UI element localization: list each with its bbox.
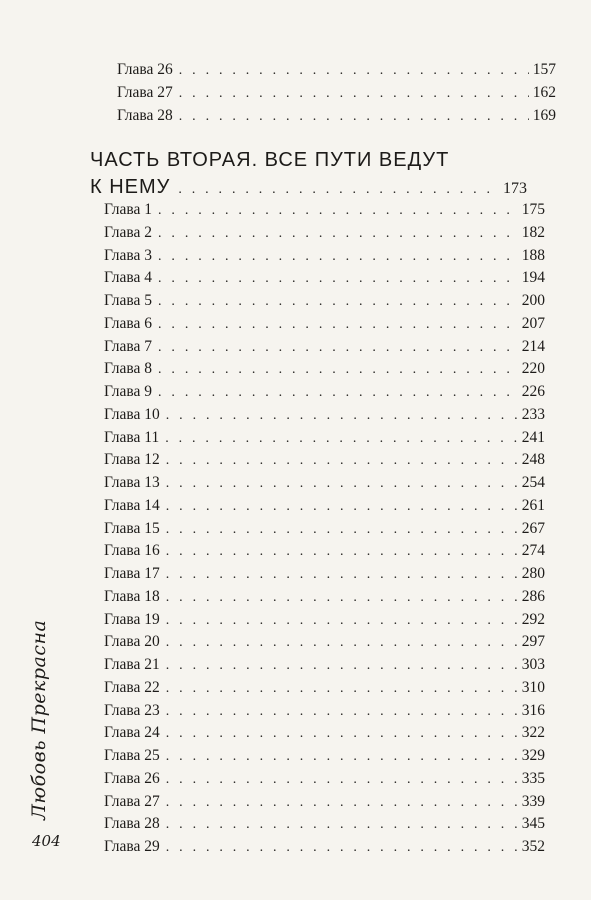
toc-entry xyxy=(104,792,545,814)
chapter-page-number: 207 xyxy=(521,314,545,332)
toc-entry xyxy=(104,337,545,359)
toc-entry xyxy=(104,541,545,563)
dot-leader xyxy=(158,315,518,335)
dot-leader xyxy=(158,383,518,403)
dot-leader xyxy=(166,633,518,653)
dot-leader xyxy=(158,224,518,244)
chapter-page-number: 345 xyxy=(521,815,545,833)
chapter-page-number: 286 xyxy=(521,587,545,605)
chapter-label: Глава 4 xyxy=(104,269,153,287)
chapter-label: Глава 27 xyxy=(104,792,160,810)
dot-leader xyxy=(158,201,518,221)
chapter-label: Глава 15 xyxy=(104,519,160,537)
chapter-page-number: 310 xyxy=(521,678,545,696)
chapter-label: Глава 28 xyxy=(104,815,160,833)
chapter-page-number: 241 xyxy=(521,428,545,446)
dot-leader xyxy=(166,747,518,767)
part-two-title: ЧАСТЬ ВТОРАЯ. ВСЕ ПУТИ ВЕДУТ xyxy=(90,149,450,171)
toc-entry xyxy=(104,382,545,404)
chapter-label: Глава 28 xyxy=(117,106,173,124)
chapter-label: Глава 29 xyxy=(104,838,160,855)
chapter-page-number: 214 xyxy=(521,337,545,355)
toc-entry xyxy=(117,60,556,82)
chapter-page-number: 274 xyxy=(521,542,545,560)
chapter-label: Глава 20 xyxy=(104,633,160,651)
dot-leader xyxy=(158,360,518,380)
toc-entry xyxy=(104,837,545,859)
chapter-page-number: 188 xyxy=(521,246,545,264)
chapter-page-number: 157 xyxy=(532,61,556,78)
toc-entry xyxy=(104,701,545,723)
chapter-page-number: 233 xyxy=(521,405,545,423)
dot-leader xyxy=(166,656,518,676)
dot-leader xyxy=(158,338,518,358)
toc-entry xyxy=(104,246,545,268)
chapter-label: Глава 13 xyxy=(104,474,160,491)
chapter-label: Глава 23 xyxy=(104,701,160,719)
chapter-page-number: 280 xyxy=(521,565,545,582)
chapter-label: Глава 16 xyxy=(104,542,160,560)
toc-entry xyxy=(104,359,545,381)
toc-entry xyxy=(104,746,545,768)
chapter-label: Глава 14 xyxy=(104,496,160,514)
running-title: Любовь Прекрасна xyxy=(28,619,50,820)
dot-leader xyxy=(179,61,529,81)
chapter-page-number: 267 xyxy=(521,519,545,537)
chapter-label: Глава 22 xyxy=(104,678,160,696)
chapter-page-number: 248 xyxy=(521,451,545,469)
chapter-page-number: 339 xyxy=(521,792,545,810)
chapter-label: Глава 10 xyxy=(104,405,160,423)
chapter-label: Глава 2 xyxy=(104,223,153,241)
dot-leader xyxy=(166,588,518,608)
chapter-page-number: 169 xyxy=(532,106,556,124)
dot-leader xyxy=(165,429,518,449)
dot-leader xyxy=(166,679,518,699)
chapter-label: Глава 19 xyxy=(104,610,160,628)
toc-entry xyxy=(117,83,556,105)
toc-entry xyxy=(104,564,545,586)
dot-leader xyxy=(158,269,518,289)
dot-leader xyxy=(158,292,518,312)
toc-entry xyxy=(104,678,545,700)
chapter-page-number: 254 xyxy=(521,474,545,491)
chapter-page-number: 329 xyxy=(521,747,545,764)
chapter-label: Глава 5 xyxy=(104,292,153,309)
chapter-label: Глава 8 xyxy=(104,360,153,378)
chapter-page-number: 220 xyxy=(521,360,545,378)
dot-leader xyxy=(166,451,518,471)
toc-entry xyxy=(104,223,545,245)
dot-leader xyxy=(178,182,499,198)
chapter-label: Глава 9 xyxy=(104,383,153,400)
dot-leader xyxy=(166,474,518,494)
dot-leader xyxy=(166,724,518,744)
chapter-page-number: 335 xyxy=(521,769,545,787)
chapter-page-number: 182 xyxy=(521,223,545,241)
dot-leader xyxy=(166,542,518,562)
dot-leader xyxy=(158,247,518,267)
dot-leader xyxy=(166,565,518,585)
chapter-label: Глава 1 xyxy=(104,201,153,218)
toc-entry xyxy=(104,769,545,791)
dot-leader xyxy=(166,815,518,835)
chapter-label: Глава 21 xyxy=(104,656,160,673)
toc-entry xyxy=(104,496,545,518)
chapter-label: Глава 12 xyxy=(104,451,160,469)
chapter-label: Глава 18 xyxy=(104,587,160,605)
toc-entry xyxy=(104,723,545,745)
dot-leader xyxy=(166,793,518,813)
chapter-page-number: 292 xyxy=(521,610,545,628)
chapter-label: Глава 25 xyxy=(104,747,160,764)
chapter-label: Глава 7 xyxy=(104,337,153,355)
toc-entry xyxy=(104,473,545,495)
chapter-label: Глава 24 xyxy=(104,724,160,742)
toc-entry xyxy=(104,291,545,313)
toc-entry xyxy=(104,450,545,472)
toc-entry xyxy=(104,610,545,632)
dot-leader xyxy=(166,611,518,631)
chapter-label: Глава 3 xyxy=(104,246,153,264)
toc-entry xyxy=(104,587,545,609)
chapter-page-number: 200 xyxy=(521,292,545,309)
part-two-title-row xyxy=(90,176,527,199)
toc-entry xyxy=(104,405,545,427)
toc-entry xyxy=(104,200,545,222)
toc-entry xyxy=(117,106,556,128)
chapter-page-number: 316 xyxy=(521,701,545,719)
chapter-page-number: 261 xyxy=(521,496,545,514)
chapter-label: Глава 6 xyxy=(104,314,153,332)
dot-leader xyxy=(166,406,518,426)
dot-leader xyxy=(166,770,518,790)
dot-leader xyxy=(166,838,518,858)
dot-leader xyxy=(166,497,518,517)
chapter-label: Глава 17 xyxy=(104,565,160,582)
dot-leader xyxy=(166,520,518,540)
part-two-title-continuation: К НЕМУ xyxy=(90,176,171,198)
toc-entry xyxy=(104,268,545,290)
dot-leader xyxy=(166,702,518,722)
toc-entry xyxy=(104,632,545,654)
dot-leader xyxy=(179,107,529,127)
dot-leader xyxy=(179,84,529,104)
chapter-page-number: 175 xyxy=(521,201,545,218)
chapter-page-number: 322 xyxy=(521,724,545,742)
part-two-page-number: 173 xyxy=(503,180,527,197)
chapter-page-number: 352 xyxy=(521,838,545,855)
toc-entry xyxy=(104,519,545,541)
chapter-label: Глава 27 xyxy=(117,83,173,101)
chapter-page-number: 226 xyxy=(521,383,545,400)
chapter-page-number: 303 xyxy=(521,656,545,673)
chapter-label: Глава 11 xyxy=(104,428,160,446)
chapter-label: Глава 26 xyxy=(104,769,160,787)
chapter-page-number: 194 xyxy=(521,269,545,287)
chapter-label: Глава 26 xyxy=(117,61,173,78)
toc-entry xyxy=(104,314,545,336)
toc-entry xyxy=(104,428,545,450)
toc-entry xyxy=(104,814,545,836)
chapter-page-number: 162 xyxy=(532,83,556,101)
toc-entry xyxy=(104,655,545,677)
chapter-page-number: 297 xyxy=(521,633,545,651)
page-number: 404 xyxy=(32,832,61,850)
